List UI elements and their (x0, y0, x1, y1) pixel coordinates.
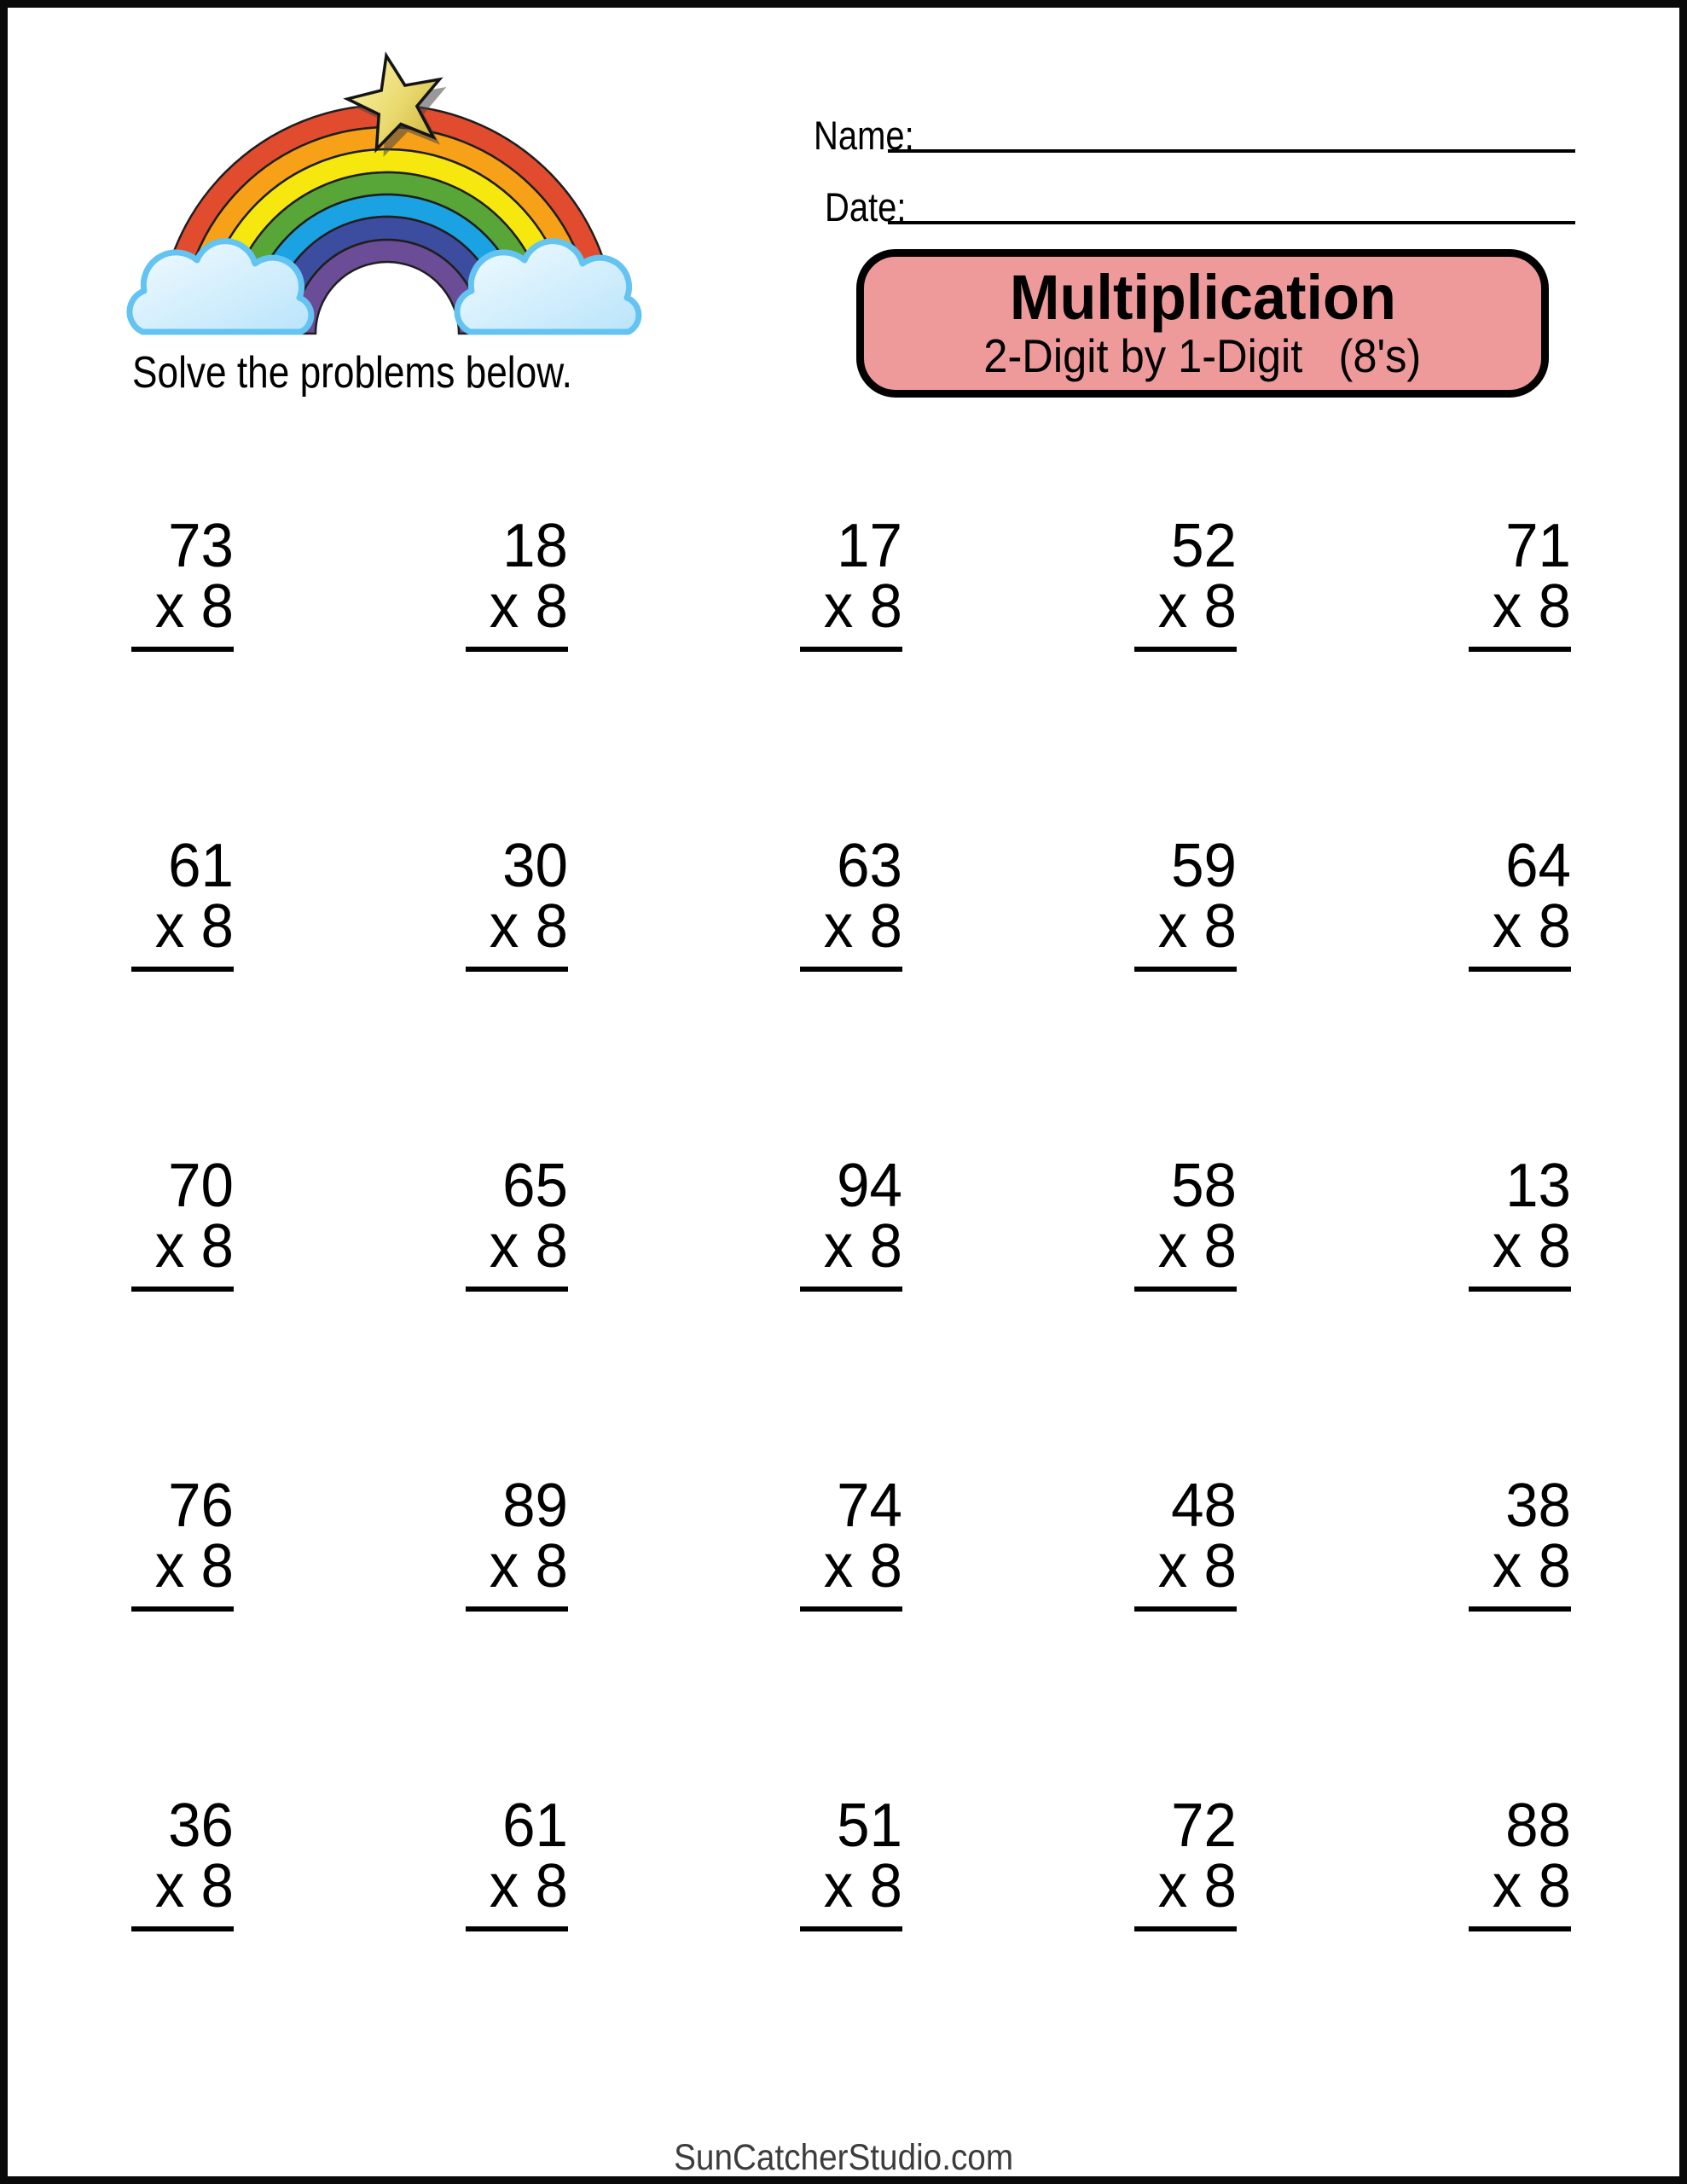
answer-line (131, 1606, 234, 1612)
date-line (888, 221, 1575, 224)
answer-line (800, 1926, 902, 1931)
multiplier-row: x 8 (489, 572, 568, 641)
multiplicand: 36 (168, 1792, 234, 1860)
problem-cell (800, 1792, 902, 1931)
answer-line (131, 967, 234, 972)
instruction-text: Solve the problems below. (132, 348, 572, 398)
problem-cell (131, 1792, 234, 1931)
answer-line (131, 1287, 234, 1292)
problem-cell (1134, 1152, 1237, 1292)
rainbow-star-clouds-icon (123, 50, 652, 342)
problem-cell (1134, 512, 1237, 652)
answer-line (800, 647, 902, 652)
multiplication-problem (466, 832, 568, 972)
multiplicand: 76 (168, 1472, 234, 1540)
answer-line (466, 1606, 568, 1612)
multiplicand: 17 (837, 512, 902, 580)
multiplication-problem (1469, 1152, 1571, 1292)
answer-line (1469, 1606, 1571, 1612)
problem-cell (131, 1152, 234, 1292)
multiplicand: 61 (168, 832, 234, 900)
problems-grid (15, 512, 1687, 1931)
multiplicand: 18 (502, 512, 568, 580)
answer-line (1134, 1287, 1237, 1292)
multiplicand: 73 (168, 512, 234, 580)
multiplier-row: x 8 (1157, 892, 1237, 961)
answer-line (1469, 647, 1571, 652)
answer-line (131, 647, 234, 652)
problem-cell (1469, 512, 1571, 652)
answer-line (466, 1287, 568, 1292)
multiplier-row: x 8 (1492, 572, 1571, 641)
problem-cell (800, 1152, 902, 1292)
multiplicand: 63 (837, 832, 902, 900)
multiplication-problem (1134, 1472, 1237, 1612)
problem-cell (1469, 1792, 1571, 1931)
multiplier-row: x 8 (1157, 1852, 1237, 1920)
multiplier-row: x 8 (154, 572, 234, 641)
multiplier-row: x 8 (823, 892, 902, 961)
multiplier-row: x 8 (1492, 1212, 1571, 1281)
rainbow-graphic (123, 50, 652, 342)
multiplier-row: x 8 (1492, 1532, 1571, 1600)
multiplier-row: x 8 (489, 892, 568, 961)
multiplier-row: x 8 (823, 1532, 902, 1600)
multiplicand: 51 (837, 1792, 902, 1860)
multiplicand: 38 (1505, 1472, 1571, 1540)
multiplicand: 52 (1171, 512, 1237, 580)
multiplier-row: x 8 (489, 1212, 568, 1281)
multiplication-problem (800, 832, 902, 972)
answer-line (1134, 647, 1237, 652)
problem-cell (466, 1152, 568, 1292)
multiplication-problem (466, 1792, 568, 1931)
answer-line (1469, 1926, 1571, 1931)
multiplicand: 59 (1171, 832, 1237, 900)
answer-line (800, 1287, 902, 1292)
name-line (888, 149, 1575, 153)
multiplicand: 71 (1505, 512, 1571, 580)
multiplicand: 30 (502, 832, 568, 900)
multiplication-problem (131, 1152, 234, 1292)
problem-cell (800, 1472, 902, 1612)
multiplication-problem (800, 1792, 902, 1931)
multiplier-row: x 8 (154, 1212, 234, 1281)
answer-line (1134, 1606, 1237, 1612)
answer-line (1134, 1926, 1237, 1931)
date-label: Date: (825, 184, 907, 229)
name-label: Name: (814, 113, 914, 158)
problem-cell (466, 512, 568, 652)
multiplication-problem (466, 1152, 568, 1292)
multiplier-row: x 8 (1157, 1532, 1237, 1600)
multiplication-problem (131, 1792, 234, 1931)
footer (8, 2137, 1679, 2179)
multiplier-row: x 8 (823, 1212, 902, 1281)
multiplicand: 13 (1505, 1152, 1571, 1220)
multiplicand: 65 (502, 1152, 568, 1220)
multiplication-problem (1134, 1792, 1237, 1931)
problem-cell (1469, 1472, 1571, 1612)
multiplication-problem (131, 512, 234, 652)
problem-cell (1134, 1792, 1237, 1931)
multiplier-row: x 8 (1492, 892, 1571, 961)
multiplicand: 74 (837, 1472, 902, 1540)
answer-line (800, 967, 902, 972)
multiplicand: 64 (1505, 832, 1571, 900)
problem-cell (1134, 832, 1237, 972)
multiplier-row: x 8 (1492, 1852, 1571, 1920)
answer-line (1134, 967, 1237, 972)
worksheet-title: Multiplication (1009, 262, 1396, 333)
multiplicand: 61 (502, 1792, 568, 1860)
multiplication-problem (1469, 1472, 1571, 1612)
multiplier-row: x 8 (1157, 1212, 1237, 1281)
multiplicand: 48 (1171, 1472, 1237, 1540)
multiplication-problem (1469, 1792, 1571, 1931)
answer-line (1469, 967, 1571, 972)
answer-line (131, 1926, 234, 1931)
multiplication-problem (466, 512, 568, 652)
multiplication-problem (131, 1472, 234, 1612)
multiplier-row: x 8 (489, 1532, 568, 1600)
multiplier-row: x 8 (154, 1532, 234, 1600)
multiplication-problem (131, 832, 234, 972)
footer-site-text: SunCatcherStudio.com (674, 2137, 1013, 2178)
multiplicand: 88 (1505, 1792, 1571, 1860)
multiplication-problem (1134, 1152, 1237, 1292)
multiplier-row: x 8 (823, 572, 902, 641)
multiplication-problem (1469, 512, 1571, 652)
answer-line (466, 1926, 568, 1931)
multiplication-problem (1469, 832, 1571, 972)
answer-line (800, 1606, 902, 1612)
multiplicand: 58 (1171, 1152, 1237, 1220)
answer-line (466, 967, 568, 972)
multiplier-row: x 8 (823, 1852, 902, 1920)
problem-cell (466, 1792, 568, 1931)
multiplication-problem (800, 1472, 902, 1612)
answer-line (466, 647, 568, 652)
multiplier-row: x 8 (1157, 572, 1237, 641)
title-box (856, 249, 1549, 398)
multiplier-row: x 8 (154, 892, 234, 961)
multiplicand: 70 (168, 1152, 234, 1220)
problem-cell (800, 832, 902, 972)
multiplier-row: x 8 (154, 1852, 234, 1920)
problem-cell (1469, 1152, 1571, 1292)
multiplicand: 94 (837, 1152, 902, 1220)
multiplication-problem (466, 1472, 568, 1612)
multiplication-problem (800, 1152, 902, 1292)
multiplicand: 89 (502, 1472, 568, 1540)
problem-cell (800, 512, 902, 652)
problem-cell (131, 1472, 234, 1612)
multiplier-row: x 8 (489, 1852, 568, 1920)
multiplicand: 72 (1171, 1792, 1237, 1860)
multiplication-problem (800, 512, 902, 652)
problem-cell (466, 1472, 568, 1612)
answer-line (1469, 1287, 1571, 1292)
multiplication-problem (1134, 832, 1237, 972)
problem-cell (1469, 832, 1571, 972)
problem-cell (466, 832, 568, 972)
problem-cell (131, 512, 234, 652)
worksheet-subtitle: 2-Digit by 1-Digit (8's) (983, 329, 1422, 382)
multiplication-problem (1134, 512, 1237, 652)
problem-cell (1134, 1472, 1237, 1612)
problem-cell (131, 832, 234, 972)
